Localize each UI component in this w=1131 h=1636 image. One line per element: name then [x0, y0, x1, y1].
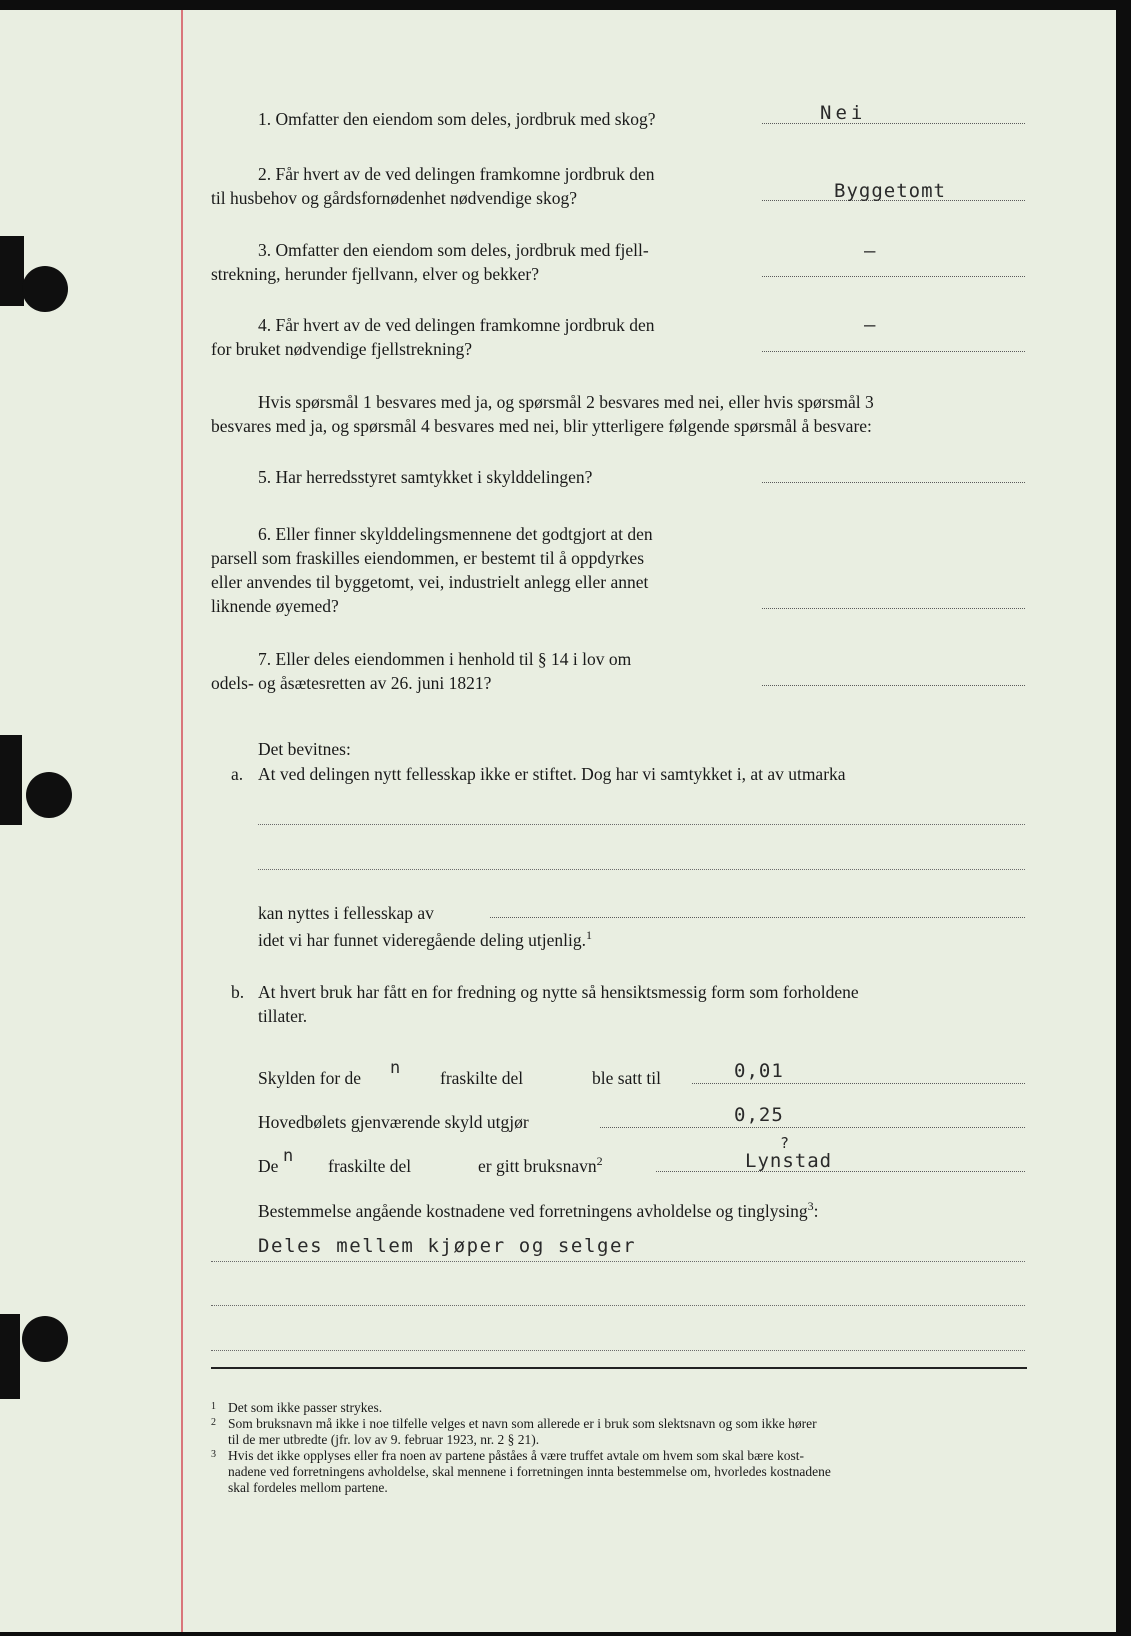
bruksnavn-footnote-ref: 2 [596, 1154, 603, 1169]
question-1: 1. Omfatter den eiendom som deles, jordbruk med skog? [258, 109, 656, 129]
skyld-row-2-line [600, 1127, 1025, 1128]
skyld-row-1-label-c: ble satt til [592, 1068, 662, 1088]
question-5: 5. Har herredsstyret samtykket i skylddelingen? [258, 467, 593, 487]
skyld-row-3-line [656, 1171, 1025, 1172]
question-6-line-4: liknende øyemed? [211, 596, 339, 616]
cost-footnote-ref: 3 [807, 1199, 814, 1214]
condition-line-1: Hvis spørsmål 1 besvares med ja, og spørsmål 2 besvares med nei, eller hvis spørsmål 3 [258, 392, 874, 412]
answer-7-line [762, 685, 1025, 686]
fellesskap-line [490, 917, 1025, 918]
skyld-row-3-label-c: er gitt bruksnavn [478, 1156, 597, 1176]
answer-2: Byggetomt [834, 180, 946, 202]
footnote-2-number: 2 [211, 1417, 216, 1428]
question-3-line-1: 3. Omfatter den eiendom som deles, jordbruk med fjell- [258, 240, 649, 260]
footnote-1-number: 1 [211, 1401, 216, 1412]
attest-heading: Det bevitnes: [258, 739, 351, 759]
ide-footnote-ref: 1 [586, 928, 593, 943]
ide-text-line [258, 928, 592, 952]
ide-text: idet vi har funnet videregående deling utjenlig. [258, 930, 587, 950]
skyld-row-1-line [692, 1083, 1025, 1084]
margin-line [181, 10, 183, 1632]
question-4-line-1: 4. Får hvert av de ved delingen framkomne jordbruk den [258, 315, 655, 335]
cost-line-1 [211, 1261, 1025, 1262]
footnote-3-line-1: Hvis det ikke opplyses eller fra noen av partene påståes å være truffet avtale om hvem som skal bære kost- [228, 1448, 804, 1463]
answer-5-line [762, 482, 1025, 483]
cost-line-2 [211, 1305, 1025, 1306]
skyld-row-1-value: 0,01 [734, 1060, 784, 1082]
answer-6-line [762, 608, 1025, 609]
cost-label: Bestemmelse angående kostnadene ved forretningens avholdelse og tinglysing [258, 1201, 808, 1221]
question-6-line-3: eller anvendes til byggetomt, vei, industrielt anlegg eller annet [211, 572, 649, 592]
punch-hole-3 [22, 1316, 68, 1362]
skyld-row-1-n: n [390, 1058, 402, 1078]
utmarka-line-1 [258, 824, 1025, 825]
skyld-row-2-label: Hovedbølets gjenværende skyld utgjør [258, 1112, 529, 1132]
skyld-row-1-label-a: Skylden for de [258, 1068, 362, 1088]
skyld-row-2-value: 0,25 [734, 1104, 784, 1126]
footnote-3-number: 3 [211, 1449, 216, 1460]
question-2-line-2: til husbehov og gårdsfornødenhet nødvendige skog? [211, 188, 577, 208]
skyld-row-3-label-a: De [258, 1156, 279, 1176]
punch-hole-shadow-2 [0, 735, 22, 825]
answer-1: Nei [820, 102, 867, 124]
question-6-line-2: parsell som fraskilles eiendommen, er bestemt til å oppdyrkes [211, 548, 645, 568]
footnote-3-line-2: nadene ved forretningens avholdelse, skal mennene i forretningen innta bestemmelse om, hvorledes kostnadene [228, 1464, 831, 1479]
punch-hole-shadow-3 [0, 1314, 20, 1399]
answer-4-line [762, 351, 1025, 352]
footnote-1: Det som ikke passer strykes. [228, 1400, 383, 1415]
question-2-line-1: 2. Får hvert av de ved delingen framkomne jordbruk den [258, 164, 655, 184]
footnote-2-line-1: Som bruksnavn må ikke i noe tilfelle velges et navn som allerede er i bruk som slektsnavn og som ikke hører [228, 1416, 817, 1431]
answer-3: – [864, 240, 877, 262]
attest-b-line-1: At hvert bruk har fått en for fredning og nytte så hensiktsmessig form som forholdene [258, 982, 859, 1002]
answer-1-line [762, 123, 1025, 124]
utmarka-line-2 [258, 869, 1025, 870]
footnote-separator [211, 1367, 1027, 1369]
skyld-row-3-value: Lynstad [745, 1150, 833, 1172]
cost-label-line [258, 1199, 819, 1223]
skyld-row-3-n: n [283, 1146, 295, 1166]
condition-line-2: besvares med ja, og spørsmål 4 besvares med nei, blir ytterligere følgende spørsmål å besvare: [211, 416, 872, 436]
question-6-line-1: 6. Eller finner skylddelingsmennene det godtgjort at den [258, 524, 653, 544]
punch-hole-shadow-1 [0, 236, 24, 306]
footnote-2-line-2: til de mer utbredte (jfr. lov av 9. februar 1923, nr. 2 § 21). [228, 1432, 540, 1447]
skyld-row-1-label-b: fraskilte del [440, 1068, 524, 1088]
skyld-row-3-label-c-line [478, 1154, 603, 1178]
cost-value: Deles mellem kjøper og selger [258, 1235, 637, 1257]
question-4-line-2: for bruket nødvendige fjellstrekning? [211, 339, 472, 359]
skyld-row-3-label-b: fraskilte del [328, 1156, 412, 1176]
cost-colon: : [813, 1201, 819, 1221]
punch-hole-2 [26, 772, 72, 818]
fellesskap-label: kan nyttes i fellesskap av [258, 903, 434, 923]
document-page [0, 10, 1116, 1632]
answer-3-line [762, 276, 1025, 277]
attest-a-marker: a. [231, 764, 244, 784]
cost-line-3 [211, 1350, 1025, 1351]
question-7-line-2: odels- og åsætesretten av 26. juni 1821? [211, 673, 492, 693]
punch-hole-1 [22, 266, 68, 312]
attest-a-text: At ved delingen nytt fellesskap ikke er stiftet. Dog har vi samtykket i, at av utmarka [258, 764, 846, 784]
attest-b-line-2: tillater. [258, 1006, 308, 1026]
answer-4: – [864, 314, 877, 336]
question-7-line-1: 7. Eller deles eiendommen i henhold til § 14 i lov om [258, 649, 632, 669]
question-3-line-2: strekning, herunder fjellvann, elver og bekker? [211, 264, 539, 284]
attest-b-marker: b. [231, 982, 245, 1002]
skyld-row-3-value-mark: ? [780, 1134, 791, 1152]
footnote-3-line-3: skal fordeles mellom partene. [228, 1480, 388, 1495]
